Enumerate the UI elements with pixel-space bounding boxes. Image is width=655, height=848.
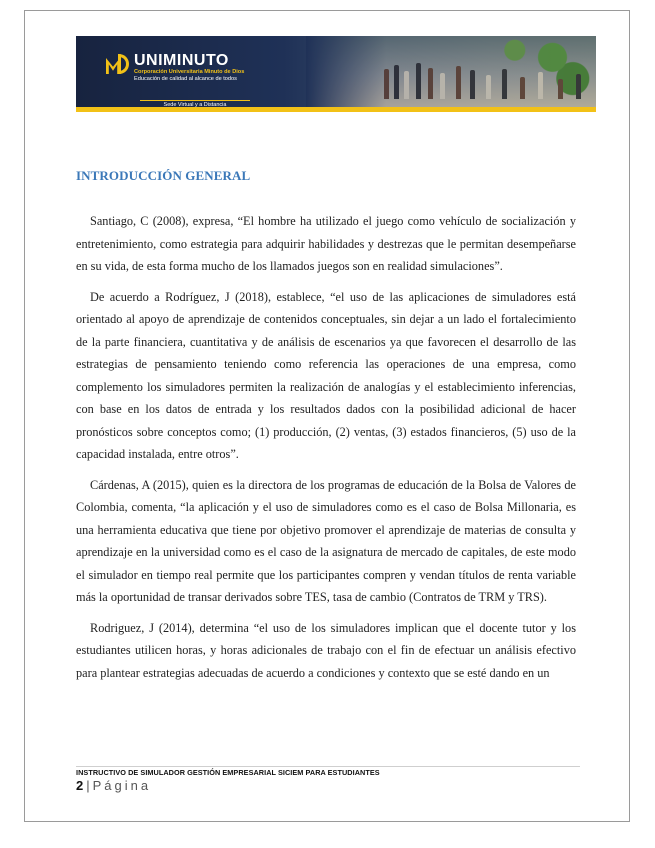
page-number-value: 2 (76, 778, 84, 793)
page-number (76, 778, 151, 793)
md-logo-icon (106, 54, 130, 76)
paragraph: Rodriguez, J (2014), determina “el uso de los simuladores implican que el docente tutor y los estudiantes utilicen horas, y horas adicionales de trabajo con el fin de efectuar un análisis efectivo para plantear estrategias adecuadas de acuerdo a condiciones y contexto que se esté dando en un (76, 620, 576, 680)
campus-photo (306, 36, 596, 107)
logo-tagline-2: Educación de calidad al alcance de todos (134, 76, 237, 82)
header-banner (76, 36, 596, 112)
logo-tagline-1: Corporación Universitaria Minuto de Dios (134, 69, 245, 75)
paragraph: Santiago, C (2008), expresa, “El hombre ha utilizado el juego como vehículo de socialización y entretenimiento, como estrategia para adquirir habilidades y destrezas que le permitan desempeñarse en su vida, de esta forma mucho de los llamados juegos son en realidad simulaciones”. (76, 214, 576, 273)
paragraph: De acuerdo a Rodríguez, J (2018), establece, “el uso de las aplicaciones de simuladores está orientado al apoyo de aprendizaje de contenidos conceptuales, sin dejar a un lado el fortalecimiento de la parte financiera, cuantitativa y de análisis de escenarios ya que favorecen el desarrollo de las estrategias de pensamiento teniendo como referencia las operaciones de una empresa, como complemento los simuladores permiten la realización de analogías y el establecimiento inferencias, con base en los datos de entrada y los resultados dados con la posibilidad adicional de hacer pronósticos sobre conceptos como; (1) producción, (2) ventas, (3) estados financieros, (5) uso de la capacidad instalada, entre otros”. (76, 289, 576, 461)
logo-campus-label: Sede Virtual y a Distancia (140, 100, 250, 108)
page-label: Página (92, 778, 152, 793)
paragraph: Cárdenas, A (2015), quien es la directora de los programas de educación de la Bolsa de Valores de Colombia, comenta, “la aplicación y el uso de simuladores como es el caso de Bolsa Millonaria, es una herramienta educativa que tiene por objetivo promover el aprendizaje de materias de consulta y aprendizaje en la universidad como es el caso de la asignatura de mercado de capitales, de este modo el simulador en tiempo real permite que los participantes compren y vendan títulos de renta variable más la oportunidad de transar derivados sobre TES, tasa de cambio (Contratos de TRM y TRS). (76, 477, 576, 604)
logo-name: UNIMINUTO (134, 52, 229, 69)
footer-divider (76, 766, 580, 767)
footer-document-title: INSTRUCTIVO DE SIMULADOR GESTIÓN EMPRESARIAL SICIEM PARA ESTUDIANTES (76, 768, 380, 777)
page-number-separator: | (86, 778, 90, 793)
section-heading: INTRODUCCIÓN GENERAL (76, 168, 251, 183)
document-body (76, 210, 576, 692)
uniminuto-logo (106, 53, 244, 83)
